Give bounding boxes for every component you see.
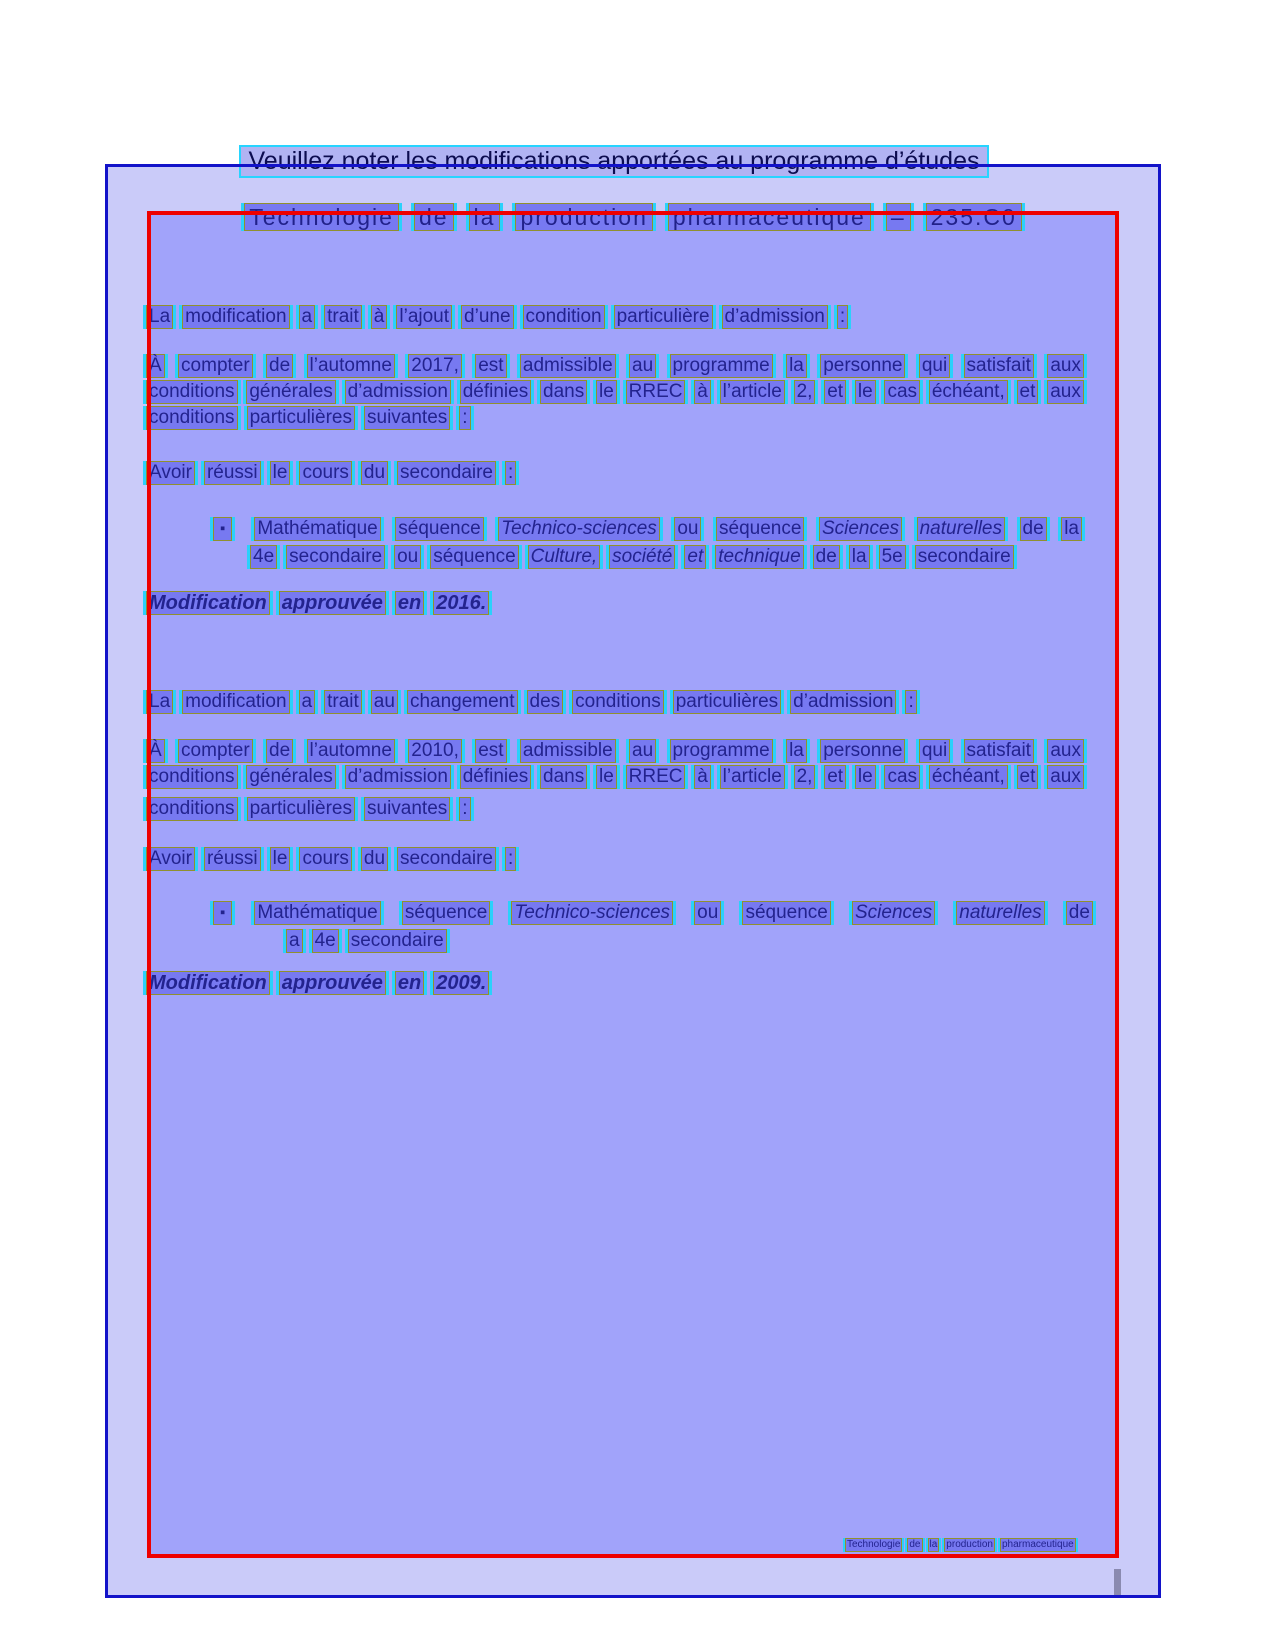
word-highlight: société [609,545,675,569]
word-highlight: des [527,690,564,714]
word-highlight: générales [246,380,335,404]
word-highlight: et [824,380,846,404]
word-highlight: RREC [626,765,686,789]
word-highlight: : [505,461,516,485]
word-highlight: Avoir [146,847,195,871]
word-highlight: conditions [572,690,664,714]
section2-bullet-item [213,901,1093,925]
word-highlight: l’automne [307,739,395,763]
word-highlight: secondaire [286,545,385,569]
word-highlight: – [886,203,911,231]
section2-paragraph-line2 [146,765,1084,789]
word-highlight: modification [182,305,289,329]
word-highlight: la [786,354,807,378]
word-highlight: secondaire [915,545,1014,569]
word-highlight: à [694,765,711,789]
word-highlight: trait [324,690,362,714]
word-highlight: trait [324,305,362,329]
word-highlight: dans [540,380,587,404]
word-highlight: suivantes [364,797,450,821]
word-highlight: RREC [626,380,686,404]
word-highlight: le [596,380,617,404]
word-highlight: naturelles [956,901,1044,925]
word-highlight: du [361,461,388,485]
word-highlight: échéant, [929,380,1008,404]
word-highlight: Sciences [852,901,935,925]
page-title: Veuillez noter les modifications apportées au programme d’études [239,145,989,178]
section2-bullet-line1 [254,901,1093,925]
word-highlight: et [1017,765,1039,789]
word-highlight: le [596,765,617,789]
word-highlight: satisfait [964,739,1034,763]
word-highlight: particulières [247,797,355,821]
word-highlight: secondaire [348,929,447,953]
section1-avoir-line [146,461,516,485]
word-highlight: aux [1047,765,1084,789]
word-highlight: cours [299,461,351,485]
word-highlight: générales [246,765,335,789]
word-highlight: en [395,971,424,995]
word-highlight: 2017, [408,354,462,378]
word-highlight: À [146,739,165,763]
word-highlight: programme [670,739,773,763]
section1-paragraph-line3 [146,406,471,430]
word-highlight: 2, [794,765,816,789]
section2-bullet-line2 [286,929,447,953]
word-highlight: est [475,354,506,378]
word-highlight: d’admission [722,305,828,329]
word-highlight: la [786,739,807,763]
word-highlight: échéant, [929,765,1008,789]
word-highlight: compter [178,354,253,378]
word-highlight: séquence [402,901,490,925]
word-highlight: À [146,354,165,378]
word-highlight: l’ajout [396,305,452,329]
section1-bullet-line2 [250,545,1014,569]
word-highlight: admissible [520,739,616,763]
word-highlight: séquence [742,901,830,925]
word-highlight: le [855,765,876,789]
word-highlight: à [694,380,711,404]
word-highlight: définies [460,380,532,404]
word-highlight: La [146,690,173,714]
section2-paragraph-line3 [146,797,471,821]
word-highlight: de [813,545,840,569]
word-highlight: 2010, [408,739,462,763]
word-highlight: Mathématique [254,517,380,541]
word-highlight: à [371,305,388,329]
word-highlight: Technico-sciences [498,517,660,541]
word-highlight: naturelles [917,517,1005,541]
word-highlight: et [684,545,706,569]
word-highlight: Mathématique [254,901,380,925]
word-highlight: de [1020,517,1047,541]
word-highlight: la [849,545,870,569]
word-highlight: au [371,690,398,714]
word-highlight: au [629,354,656,378]
word-highlight: au [629,739,656,763]
word-highlight: compter [178,739,253,763]
word-highlight: 4e [312,929,339,953]
word-highlight: de [414,203,454,231]
word-highlight: est [475,739,506,763]
word-highlight: 2009. [433,971,489,995]
word-highlight: : [837,305,848,329]
word-highlight: d’admission [345,765,451,789]
word-highlight: ou [674,517,701,541]
word-highlight: séquence [716,517,804,541]
word-highlight: particulière [614,305,713,329]
word-highlight: de [909,1539,921,1550]
word-highlight: satisfait [964,354,1034,378]
section2-modification-note [146,971,489,995]
word-highlight: personne [820,739,905,763]
word-highlight: : [459,406,470,430]
word-highlight: d’admission [790,690,896,714]
word-highlight: et [824,765,846,789]
word-highlight: Sciences [819,517,902,541]
word-highlight: : [905,690,916,714]
word-highlight: 2, [794,380,816,404]
section2-intro [146,690,917,714]
word-highlight: production [946,1539,993,1550]
word-highlight: de [266,354,293,378]
word-highlight: conditions [146,797,238,821]
word-highlight: aux [1047,354,1084,378]
word-highlight: en [395,591,424,615]
word-highlight: a [286,929,303,953]
word-highlight: le [855,380,876,404]
word-highlight: a [299,690,316,714]
word-highlight: 235.C0 [926,203,1022,231]
word-highlight: qui [919,739,950,763]
word-highlight: modification [182,690,289,714]
word-highlight: la [1061,517,1082,541]
word-highlight: ou [694,901,721,925]
word-highlight: cas [884,380,920,404]
word-highlight: pharmaceutique [668,203,871,231]
word-highlight: l’automne [307,354,395,378]
word-highlight: production [515,203,652,231]
section1-bullet-line1 [254,517,1082,541]
word-highlight: conditions [146,406,238,430]
section1-paragraph-line2 [146,380,1084,404]
word-highlight: aux [1047,380,1084,404]
word-highlight: ou [394,545,421,569]
word-highlight: secondaire [397,847,496,871]
page-number [1114,1569,1121,1596]
word-highlight: programme [670,354,773,378]
footer-text [845,1538,1076,1552]
word-highlight: Technico-sciences [511,901,673,925]
word-highlight: a [299,305,316,329]
word-highlight: Modification [146,591,270,615]
section1-intro [146,305,848,329]
word-highlight: qui [919,354,950,378]
word-highlight: dans [540,765,587,789]
word-highlight: suivantes [364,406,450,430]
word-highlight: séquence [395,517,483,541]
word-highlight: admissible [520,354,616,378]
bullet-icon: ▪ [213,517,232,541]
word-highlight: pharmaceutique [1002,1539,1074,1550]
word-highlight: de [1066,901,1093,925]
word-highlight: : [459,797,470,821]
word-highlight: changement [407,690,518,714]
word-highlight: l’article [720,765,785,789]
word-highlight: particulières [247,406,355,430]
word-highlight: du [361,847,388,871]
word-highlight: personne [820,354,905,378]
word-highlight: particulières [673,690,781,714]
word-highlight: le [270,847,291,871]
word-highlight: réussi [204,461,261,485]
word-highlight: réussi [204,847,261,871]
word-highlight: condition [523,305,605,329]
word-highlight: La [146,305,173,329]
word-highlight: d’une [461,305,514,329]
section2-avoir-line [146,847,516,871]
word-highlight: de [266,739,293,763]
program-heading [160,203,1106,231]
word-highlight: séquence [430,545,518,569]
word-highlight: approuvée [279,971,386,995]
word-highlight: 5e [879,545,906,569]
word-highlight: : [505,847,516,871]
word-highlight: conditions [146,380,238,404]
word-highlight: technique [715,545,803,569]
word-highlight: secondaire [397,461,496,485]
bullet-icon: ▪ [213,901,232,925]
word-highlight: définies [460,765,532,789]
word-highlight: et [1017,380,1039,404]
word-highlight: la [469,203,501,231]
section2-paragraph-line1 [146,739,1084,763]
section1-modification-note [146,591,489,615]
word-highlight: Technologie [847,1539,901,1550]
word-highlight: conditions [146,765,238,789]
word-highlight: Technologie [244,203,399,231]
section1-paragraph-line1 [146,354,1084,378]
word-highlight: Culture, [528,545,601,569]
section1-bullet-item [213,517,1082,541]
word-highlight: 2016. [433,591,489,615]
word-highlight: cas [884,765,920,789]
word-highlight: Modification [146,971,270,995]
word-highlight: le [270,461,291,485]
word-highlight: la [929,1539,938,1550]
word-highlight: cours [299,847,351,871]
word-highlight: aux [1047,739,1084,763]
word-highlight: 4e [250,545,277,569]
word-highlight: approuvée [279,591,386,615]
word-highlight: l’article [720,380,785,404]
word-highlight: d’admission [345,380,451,404]
word-highlight: Avoir [146,461,195,485]
